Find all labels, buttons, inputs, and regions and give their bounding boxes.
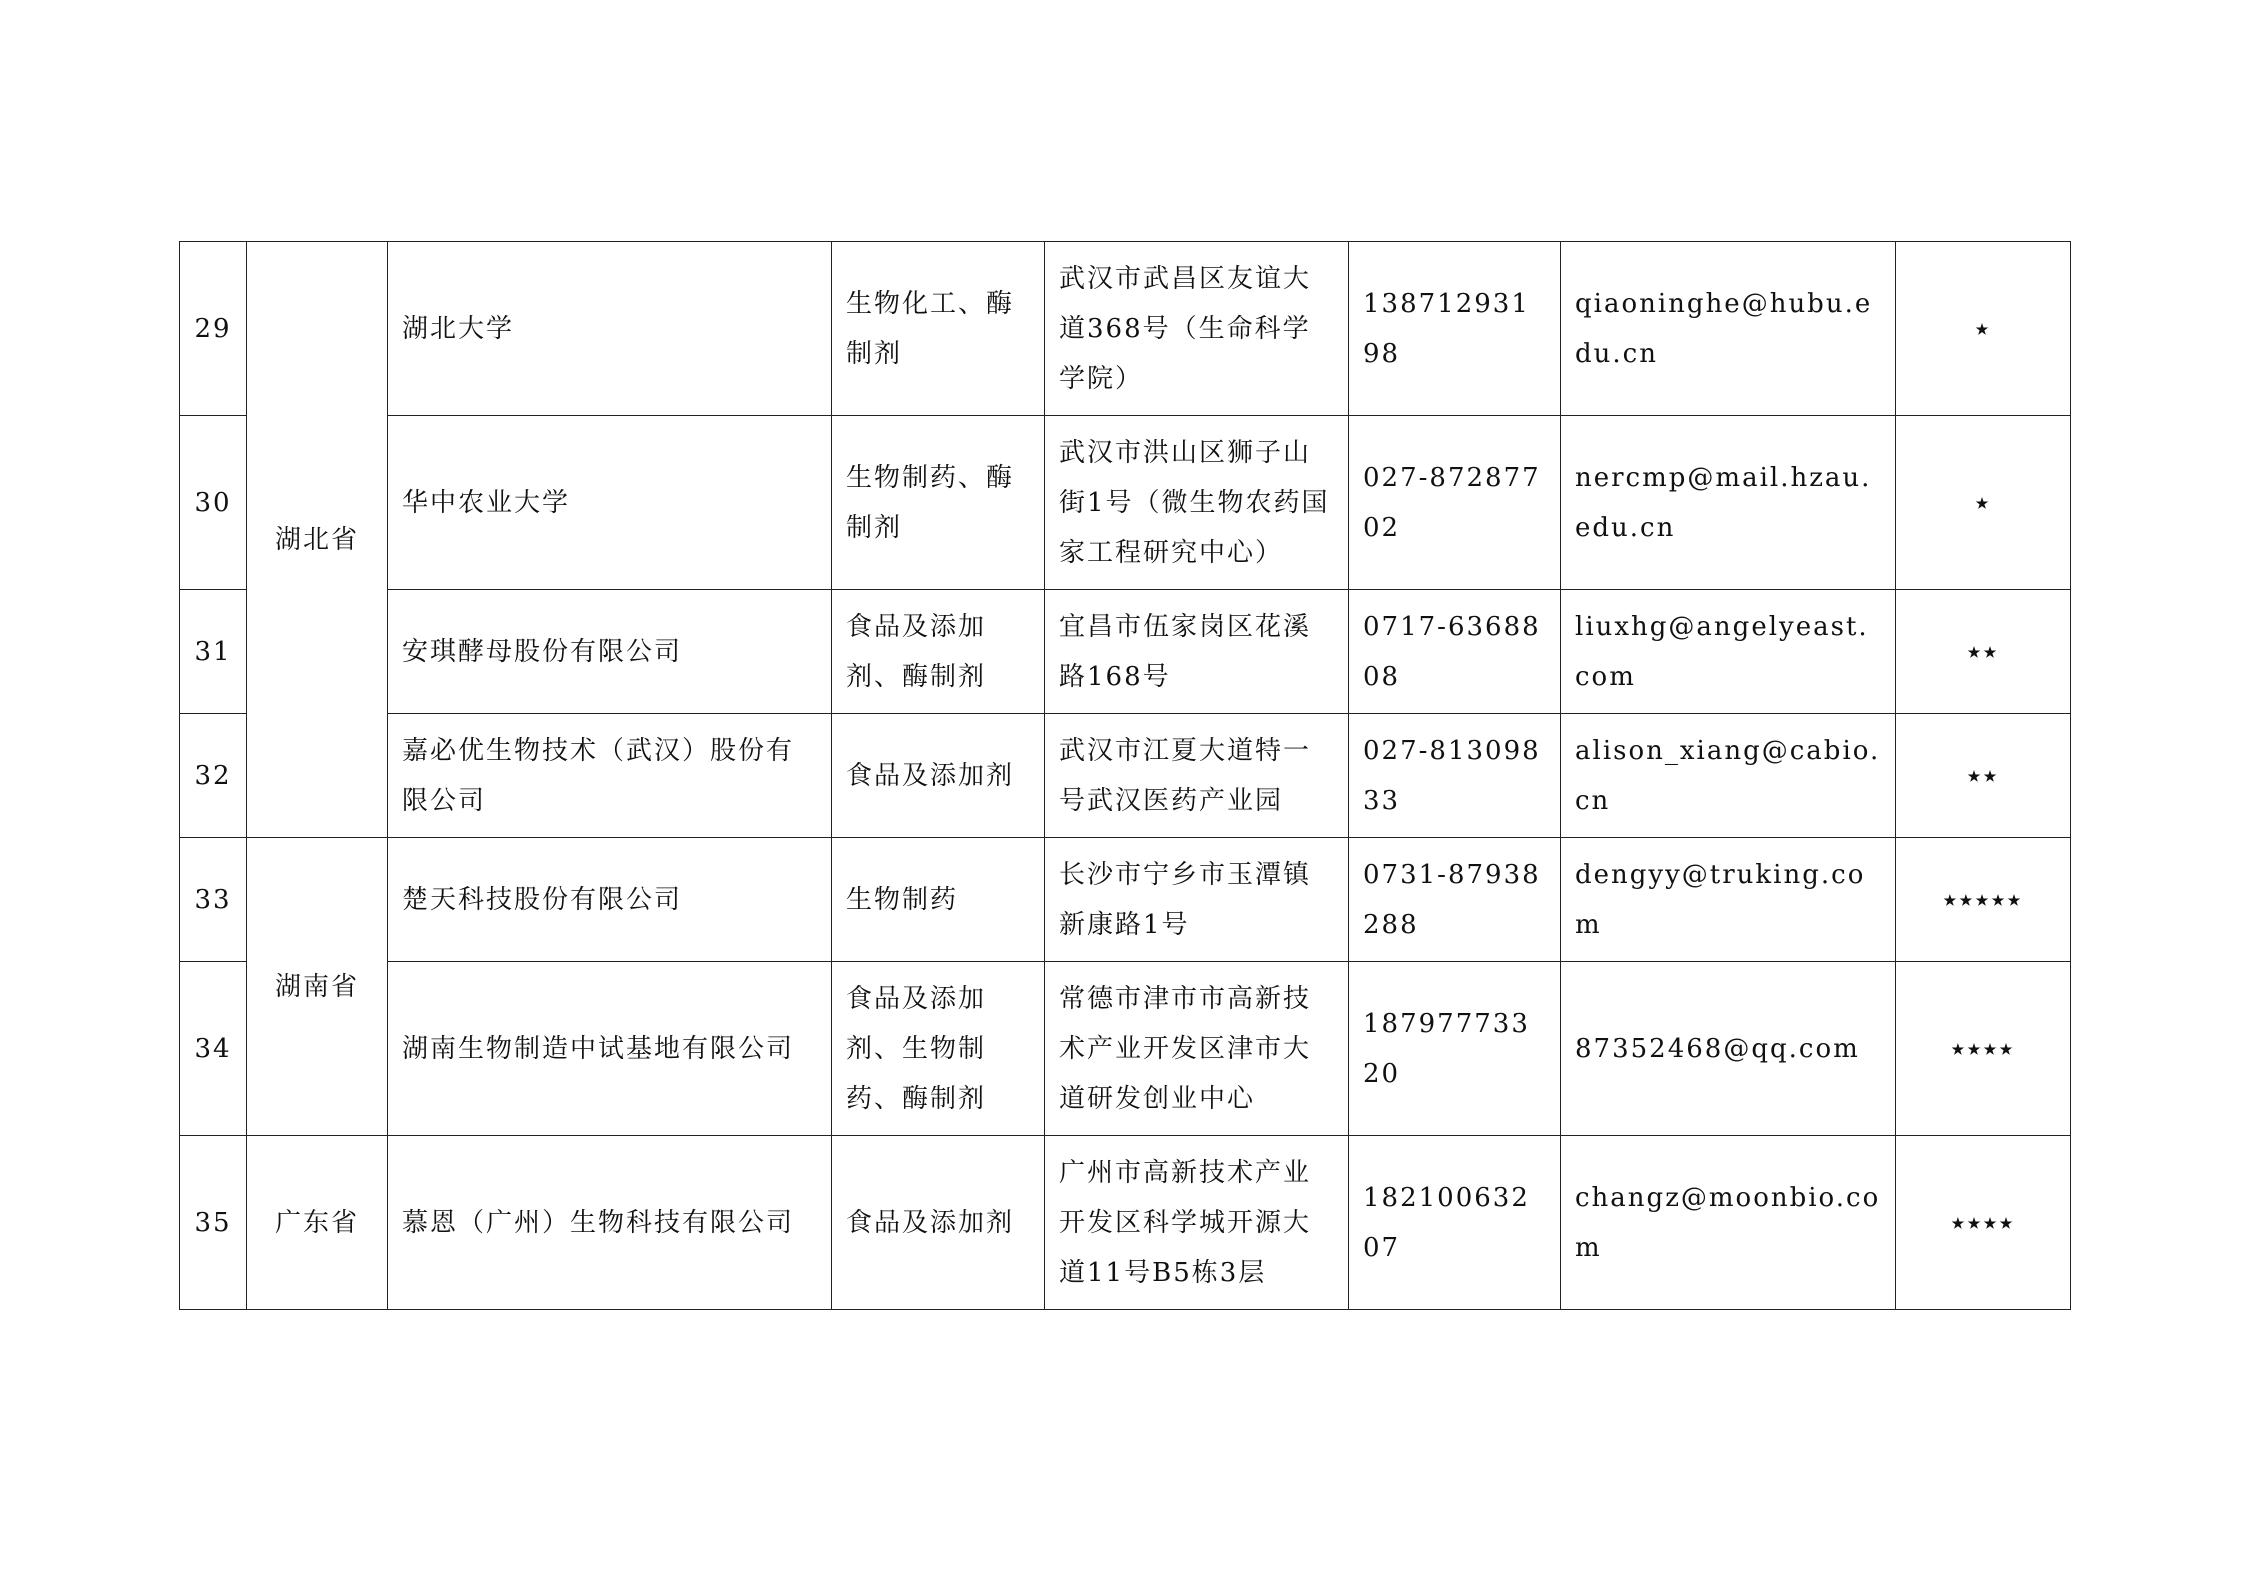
- row-number: 35: [180, 1136, 247, 1310]
- field-cell: 生物制药: [832, 838, 1045, 962]
- table-row: [180, 714, 2071, 838]
- phone-cell: 0731-87938288: [1349, 838, 1561, 962]
- address-cell: 武汉市江夏大道特一号武汉医药产业园: [1045, 714, 1349, 838]
- rating-stars: ⭑⭑: [1896, 714, 2071, 838]
- phone-cell: 0717-6368808: [1349, 590, 1561, 714]
- table-row: [180, 242, 2071, 416]
- institution-table: [179, 241, 2071, 1310]
- phone-cell: 18210063207: [1349, 1136, 1561, 1310]
- rating-stars: ⭑⭑⭑⭑: [1896, 1136, 2071, 1310]
- email-cell: alison_xiang@cabio.cn: [1561, 714, 1896, 838]
- phone-cell: 027-81309833: [1349, 714, 1561, 838]
- institution-name: 华中农业大学: [388, 416, 832, 590]
- field-cell: 生物制药、酶制剂: [832, 416, 1045, 590]
- institution-name: 湖北大学: [388, 242, 832, 416]
- table-row: [180, 416, 2071, 590]
- rating-stars: ⭑⭑⭑⭑: [1896, 962, 2071, 1136]
- institution-name: 湖南生物制造中试基地有限公司: [388, 962, 832, 1136]
- email-cell: 87352468@qq.com: [1561, 962, 1896, 1136]
- table-row: [180, 838, 2071, 962]
- address-cell: 武汉市武昌区友谊大道368号（生命科学学院）: [1045, 242, 1349, 416]
- address-cell: 广州市高新技术产业开发区科学城开源大道11号B5栋3层: [1045, 1136, 1349, 1310]
- institution-name: 安琪酵母股份有限公司: [388, 590, 832, 714]
- table-row: [180, 962, 2071, 1136]
- email-cell: liuxhg@angelyeast.com: [1561, 590, 1896, 714]
- rating-stars: ⭑: [1896, 416, 2071, 590]
- email-cell: nercmp@mail.hzau.edu.cn: [1561, 416, 1896, 590]
- rating-stars: ⭑⭑: [1896, 590, 2071, 714]
- table-row: [180, 1136, 2071, 1310]
- row-number: 30: [180, 416, 247, 590]
- institution-name: 楚天科技股份有限公司: [388, 838, 832, 962]
- field-cell: 食品及添加剂: [832, 714, 1045, 838]
- row-number: 29: [180, 242, 247, 416]
- table-row: [180, 590, 2071, 714]
- email-cell: changz@moonbio.com: [1561, 1136, 1896, 1310]
- rating-stars: ⭑: [1896, 242, 2071, 416]
- row-number: 34: [180, 962, 247, 1136]
- email-cell: dengyy@truking.com: [1561, 838, 1896, 962]
- field-cell: 食品及添加剂、生物制药、酶制剂: [832, 962, 1045, 1136]
- institution-name: 慕恩（广州）生物科技有限公司: [388, 1136, 832, 1310]
- province-cell: 湖南省: [247, 838, 388, 1136]
- field-cell: 食品及添加剂: [832, 1136, 1045, 1310]
- phone-cell: 027-87287702: [1349, 416, 1561, 590]
- row-number: 31: [180, 590, 247, 714]
- address-cell: 宜昌市伍家岗区花溪路168号: [1045, 590, 1349, 714]
- address-cell: 武汉市洪山区狮子山街1号（微生物农药国家工程研究中心）: [1045, 416, 1349, 590]
- field-cell: 食品及添加剂、酶制剂: [832, 590, 1045, 714]
- province-cell: 湖北省: [247, 242, 388, 838]
- row-number: 32: [180, 714, 247, 838]
- row-number: 33: [180, 838, 247, 962]
- field-cell: 生物化工、酶制剂: [832, 242, 1045, 416]
- institution-name: 嘉必优生物技术（武汉）股份有限公司: [388, 714, 832, 838]
- address-cell: 常德市津市市高新技术产业开发区津市大道研发创业中心: [1045, 962, 1349, 1136]
- address-cell: 长沙市宁乡市玉潭镇新康路1号: [1045, 838, 1349, 962]
- phone-cell: 18797773320: [1349, 962, 1561, 1136]
- rating-stars: ⭑⭑⭑⭑⭑: [1896, 838, 2071, 962]
- phone-cell: 13871293198: [1349, 242, 1561, 416]
- province-cell: 广东省: [247, 1136, 388, 1310]
- email-cell: qiaoninghe@hubu.edu.cn: [1561, 242, 1896, 416]
